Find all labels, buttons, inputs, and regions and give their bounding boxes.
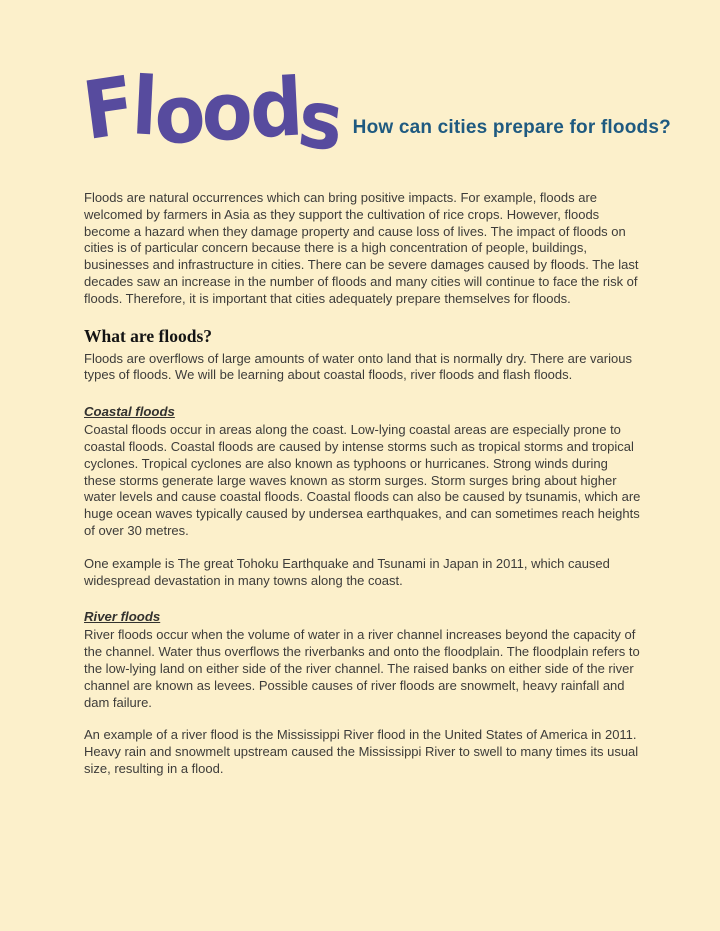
title-letter: o — [151, 67, 205, 164]
river-floods-paragraph: River floods occur when the volume of water in a river channel increases beyond the capacity of the channel. Water thus overflows the riverbanks and onto the floodplain. The floodplain refers to the low-lying land on either side of the river channel. The raised banks on either side of the river channel are known as levees. Possible causes of river floods are snowmelt, heavy rainfall and dam failure. — [84, 627, 640, 710]
title-letter: s — [293, 71, 345, 170]
document-body — [84, 190, 641, 778]
what-are-floods-paragraph: Floods are overflows of large amounts of water onto land that is normally dry. There are various types of floods. We will be learning about coastal floods, river floods and flash floods. — [84, 350, 632, 383]
title-letter: l — [129, 59, 157, 154]
heading-what-are-floods: What are floods? — [84, 325, 213, 346]
intro-paragraph: Floods are natural occurrences which can bring positive impacts. For example, floods are welcomed by farmers in Asia as they support the cultivation of rice crops. However, floods become a hazard when they damage property and cause loss of lives. The impact of floods on cities is of particular concern because there is a high concentration of people, buildings, businesses and infrastructure in cities. There can be severe damages caused by floods. The last decades saw an increase in the number of floods and many cities will continue to face the risk of floods. Therefore, it is important that cities adequately prepare themselves for floods. — [84, 190, 639, 306]
page-title — [77, 59, 345, 170]
header — [77, 59, 671, 170]
heading-coastal-floods: Coastal floods — [84, 404, 175, 420]
title-letter: d — [247, 61, 302, 157]
coastal-floods-example-paragraph: One example is The great Tohoku Earthquake and Tsunami in Japan in 2011, which caused widespread devastation in many towns along the coast. — [84, 555, 610, 588]
river-floods-example-paragraph: An example of a river flood is the Mississippi River flood in the United States of America in 2011. Heavy rain and snowmelt upstream caused the Mississippi River to swell to many times its usual size, resulting in a flood. — [84, 727, 639, 776]
heading-river-floods: River floods — [84, 609, 161, 625]
title-letter: o — [200, 64, 252, 160]
title-letter: F — [77, 59, 138, 159]
page-subtitle: How can cities prepare for floods? — [352, 116, 671, 138]
coastal-floods-paragraph: Coastal floods occur in areas along the coast. Low-lying coastal areas are especially prone to coastal floods. Coastal floods are caused by intense storms such as tropical storms and tropical cyclones. Tropical cyclones are also known as typhoons or hurricanes. Strong winds during these storms generate large waves known as storm surges. Storm surges bring about higher water levels and cause coastal floods. Coastal floods can also be caused by tsunamis, which are huge ocean waves typically caused by undersea earthquakes, and can sometimes reach heights of over 30 metres. — [84, 422, 641, 538]
